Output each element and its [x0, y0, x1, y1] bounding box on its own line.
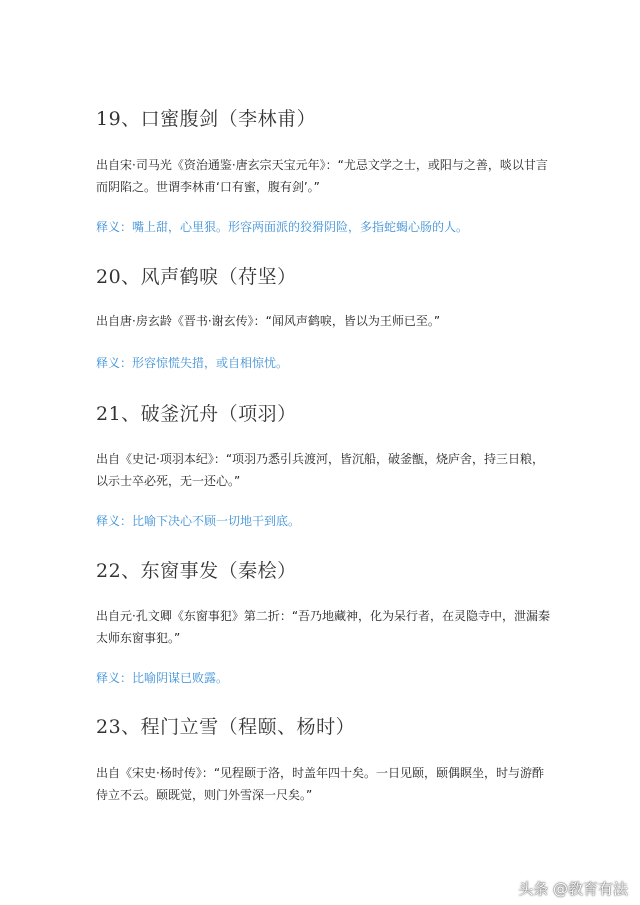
entry-source: 出自宋·司马光《资治通鉴·唐玄宗天宝元年》：“尤忌文学之士，或阳与之善，啖以甘言而阴陷之。世谓李林甫‘口有蜜，腹有剑’。” [96, 158, 548, 194]
entry-meaning: 释义：形容惊慌失措，或自相惊忧。 [96, 356, 289, 370]
entry-title: 19、口蜜腹剑（李林甫） [96, 108, 317, 130]
entry-meaning: 释义：比喻下决心不顾一切地干到底。 [96, 514, 301, 528]
watermark: 头条 @教育有法 [518, 880, 628, 898]
entry-20 [96, 262, 556, 370]
entry-22 [96, 556, 556, 685]
entry-meaning: 释义：比喻阴谋已败露。 [96, 671, 229, 685]
entry-19 [96, 104, 556, 234]
entry-source: 出自唐·房玄龄《晋书·谢玄传》：“闻风声鹤唳，皆以为王师已至。” [96, 314, 441, 328]
entry-21 [96, 399, 556, 528]
entry-source: 出自元·孔文卿《东窗事犯》第二折：“吾乃地藏神，化为呆行者，在灵隐寺中，泄漏秦太师东窗事犯。” [96, 609, 551, 645]
entry-source: 出自《史记·项羽本纪》：“项羽乃悉引兵渡河，皆沉船，破釜甑，烧庐舍，持三日粮，以示士卒必死，无一还心。” [96, 452, 545, 488]
entry-title: 22、东窗事发（秦桧） [96, 560, 297, 582]
entry-title: 20、风声鹤唳（苻坚） [96, 266, 297, 288]
entry-23 [96, 712, 556, 802]
entry-title: 21、破釜沉舟（项羽） [96, 403, 297, 425]
entry-source: 出自《宋史·杨时传》：“见程颐于洛，时盖年四十矣。一日见颐，颐偶瞑坐，时与游酢侍立不云。颐既觉，则门外雪深一尺矣。” [96, 766, 545, 802]
entry-meaning: 释义：嘴上甜，心里狠。形容两面派的狡猾阴险，多指蛇蝎心肠的人。 [96, 220, 469, 234]
entry-title: 23、程门立雪（程颐、杨时） [96, 716, 356, 738]
